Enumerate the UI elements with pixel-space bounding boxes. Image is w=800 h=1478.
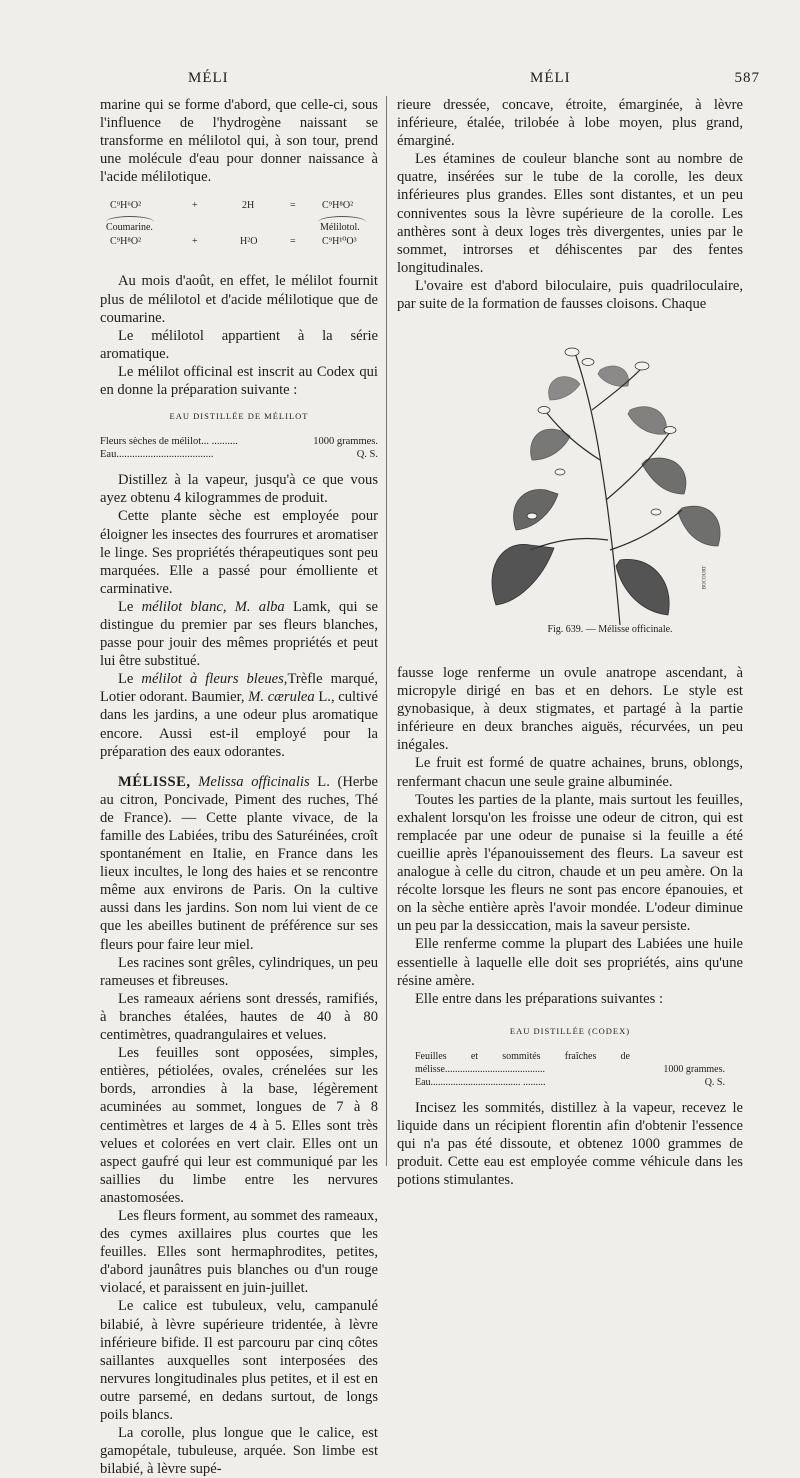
- header-left: MÉLI: [188, 70, 229, 86]
- paragraph: rieure dressée, concave, étroite, émarginée, à lèvre inférieure, étalée, trilobée à lobe moyen, plus grand, émarginé.: [397, 97, 743, 150]
- text: L. (Herbe au citron, Poncivade, Piment des ruches, Thé de France). — Cette plante vivace, de la famille des Labiées, tribu des Saturéinées, croît spontanément en Italie, en France dans les lieux incultes, le long des haies et se rencontre même aux environs de Paris. On la cultive aussi dans les jardins. Son nom lui vient de ce que les abeilles butinent de préférence sur ses fleurs pour faire leur miel.: [100, 773, 378, 953]
- quantity: 1000 grammes.: [663, 1063, 725, 1075]
- paragraph: Elle entre dans les préparations suivantes :: [415, 990, 664, 1007]
- equals-sign: =: [290, 200, 296, 212]
- recipe: [100, 435, 378, 461]
- species-name: M. cærulea: [248, 689, 315, 706]
- chemical-equation: [100, 196, 378, 264]
- text: Le: [118, 671, 142, 688]
- paragraph: Le mélilotol appartient à la série aromatique.: [100, 327, 378, 362]
- recipe-title: EAU DISTILLÉE (CODEX): [509, 1025, 631, 1036]
- page-number: 587: [734, 70, 760, 86]
- recipe-row: [415, 1076, 725, 1089]
- paragraph: Cette plante sèche est employée pour éloigner les insectes des fourrures et aromatiser le linge. Ses propriétés thérapeutiques sont peu marquées. Elle a passé pour émolliente et carminative.: [100, 508, 378, 597]
- text: L., cultivé dans les jardins, a une odeur plus aromatique encore. Aussi est-il employé pour la préparation des eaux odorantes.: [100, 689, 378, 760]
- plant-leaves: [492, 366, 720, 615]
- left-column: [100, 96, 378, 1478]
- quantity: Q. S.: [356, 449, 378, 461]
- ingredient: Eau.....................................: [100, 449, 214, 461]
- right-column-top: [397, 96, 743, 313]
- running-header: [100, 70, 760, 94]
- paragraph: Incisez les sommités, distillez à la vapeur, recevez le liquide dans un récipient florentin afin d'obtenir l'essence qui n'a pas été dissoute, et obtenez 1000 grammes de produit. Cette eau est employée comme véhicule dans les potions stimulantes.: [397, 1099, 743, 1189]
- paragraph: L'ovaire est d'abord biloculaire, puis quadriloculaire, par suite de la formation de fausses cloisons. Chaque: [397, 277, 743, 313]
- paragraph: Distillez à la vapeur, jusqu'à ce que vous ayez obtenu 4 kilogrammes de produit.: [100, 472, 378, 507]
- compound-name: Mélilotol.: [320, 222, 360, 234]
- quantity: 1000 grammes.: [313, 436, 378, 448]
- species-name: mélilot blanc, M. alba: [141, 598, 285, 615]
- recipe-row: [100, 435, 378, 448]
- recipe-row: [415, 1050, 725, 1076]
- text: Le: [118, 598, 142, 615]
- paragraph: Au mois d'août, en effet, le mélilot fournit plus de mélilotol et d'acide mélilotique que de coumarine.: [100, 273, 378, 326]
- paragraph: Elle renferme comme la plupart des Labiées une huile essentielle à laquelle elle doit ses propriétés, ains qu'une résine amère.: [397, 936, 743, 989]
- formula: C⁹H⁸O²: [322, 200, 354, 212]
- melissa-illustration: [470, 340, 730, 630]
- entry-melisse: [100, 773, 378, 954]
- formula: 2H: [242, 200, 255, 212]
- equals-sign: =: [290, 236, 296, 248]
- header-center: MÉLI: [530, 70, 571, 86]
- engraver-signature: BOCOURT: [702, 565, 708, 590]
- recipe-title: EAU DISTILLÉE DE MÉLILOT: [169, 411, 309, 422]
- recipe-row: [100, 448, 378, 461]
- paragraph: Les rameaux aériens sont dressés, ramifiés, à branches étalées, hautes de 40 à 80 centimètres, quadrangulaires et velues.: [100, 990, 378, 1044]
- text: Trèfle marqué, Lotier odorant. Baumier,: [100, 671, 379, 706]
- ingredient: Feuilles et sommités fraîches de mélisse........................................: [415, 1050, 630, 1075]
- entry-headword: MÉLISSE,: [118, 773, 191, 790]
- quantity: Q. S.: [704, 1076, 725, 1088]
- right-column-bottom: [397, 664, 743, 1189]
- formula: C⁹H¹⁰O³: [322, 236, 357, 248]
- text: Lamk, qui se distingue du premier par ses fleurs blanches, passe pour jouir des mêmes propriétés et peut lui être substitué.: [100, 598, 378, 670]
- paragraph: Les racines sont grêles, cylindriques, un peu rameuses et fibreuses.: [100, 954, 378, 989]
- recipe: [415, 1050, 725, 1089]
- paragraph: fausse loge renferme un ovule anatrope ascendant, à micropyle dirigé en bas et en dehors. Le style est gynobasique, à deux stigmates, et partagé à la partie inférieure en deux branches aiguës, récurvées, un peu inégales.: [397, 665, 743, 754]
- paragraph: Les feuilles sont opposées, simples, entières, pétiolées, ovales, crénelées sur les bords, arrondies à la base, légèrement acuminées au sommet, longues de 7 à 8 centimètres et larges de 4 à 5. Elles sont très velues et colorées en vert clair. Elles ont un aspect gaufré qui leur est communiqué par les saillies du limbe entre les nervures anastomosées.: [100, 1045, 378, 1206]
- species-name: mélilot à fleurs bleues,: [141, 671, 288, 688]
- paragraph: Le fruit est formé de quatre achaines, bruns, oblongs, renfermant chacun une seule graine albuminée.: [397, 755, 743, 790]
- paragraph: [100, 598, 378, 670]
- paragraph: Le mélilot officinal est inscrit au Codex qui en donne la préparation suivante :: [100, 363, 378, 399]
- paragraph: marine qui se forme d'abord, que celle-ci, sous l'influence de l'hydrogène naissant se transforme en mélilotol qui, à son tour, prend une molécule d'eau pour donner naissance à l'acide mélilotique.: [100, 97, 378, 186]
- formula: C⁹H⁶O²: [110, 200, 142, 212]
- ingredient: Fleurs sèches de mélilot... ..........: [100, 436, 238, 448]
- paragraph: Le calice est tubuleux, velu, campanulé bilabié, à lèvre supérieure tridentée, à lèvre inférieure bifide. Il est parcouru par cinq côtes saillantes auxquelles sont interposées des nervures longitudinales plus petites, et il est en outre parsemé, en dedans surtout, de longs poils blancs.: [100, 1298, 378, 1423]
- paragraph: La corolle, plus longue que le calice, est gamopétale, tubuleuse, arquée. Son limbe est bilabié, à lèvre supé-: [100, 1425, 378, 1478]
- plus-sign: +: [192, 236, 198, 248]
- figure-caption: Fig. 639. — Mélisse officinale.: [547, 624, 673, 635]
- formula: C⁹H⁸O²: [110, 236, 142, 248]
- column-divider: [386, 96, 387, 1166]
- ingredient: Eau.................................... .........: [415, 1076, 546, 1088]
- paragraph: Les fleurs forment, au sommet des rameaux, des cymes axillaires plus courtes que les feuilles. Elles sont hermaphrodites, petites, d'abord jaunâtres puis blanches ou d'un rouge violacé, et paraissent en juin-juillet.: [100, 1207, 378, 1297]
- formula: H²O: [240, 236, 258, 248]
- paragraph: Les étamines de couleur blanche sont au nombre de quatre, insérées sur le tube de la corolle, les deux inférieures plus grandes. Elles sont distantes, et un peu conniventes sous la lèvre supérieure de la corolle. Les anthères sont à deux loges très divergentes, unies par le sommet, introrses et déhiscentes par des fentes longitudinales.: [397, 151, 743, 276]
- paragraph: Toutes les parties de la plante, mais surtout les feuilles, exhalent lorsqu'on les froisse une odeur de citron, qui est remplacée par une odeur de punaise si la feuille a été cueillie après l'épanouissement des fleurs. La saveur est analogue à celle du citron, chaude et un peu amère. On la récolte lorsque les fleurs ne sont pas encore épanouies, et on la sèche entière après l'avoir mondée. L'odeur diminue un peu par la dessiccation, mais la saveur persiste.: [397, 791, 743, 935]
- compound-name: Coumarine.: [106, 222, 153, 234]
- paragraph: [100, 670, 378, 760]
- plus-sign: +: [192, 200, 198, 212]
- species-name: Melissa officinalis: [190, 773, 310, 790]
